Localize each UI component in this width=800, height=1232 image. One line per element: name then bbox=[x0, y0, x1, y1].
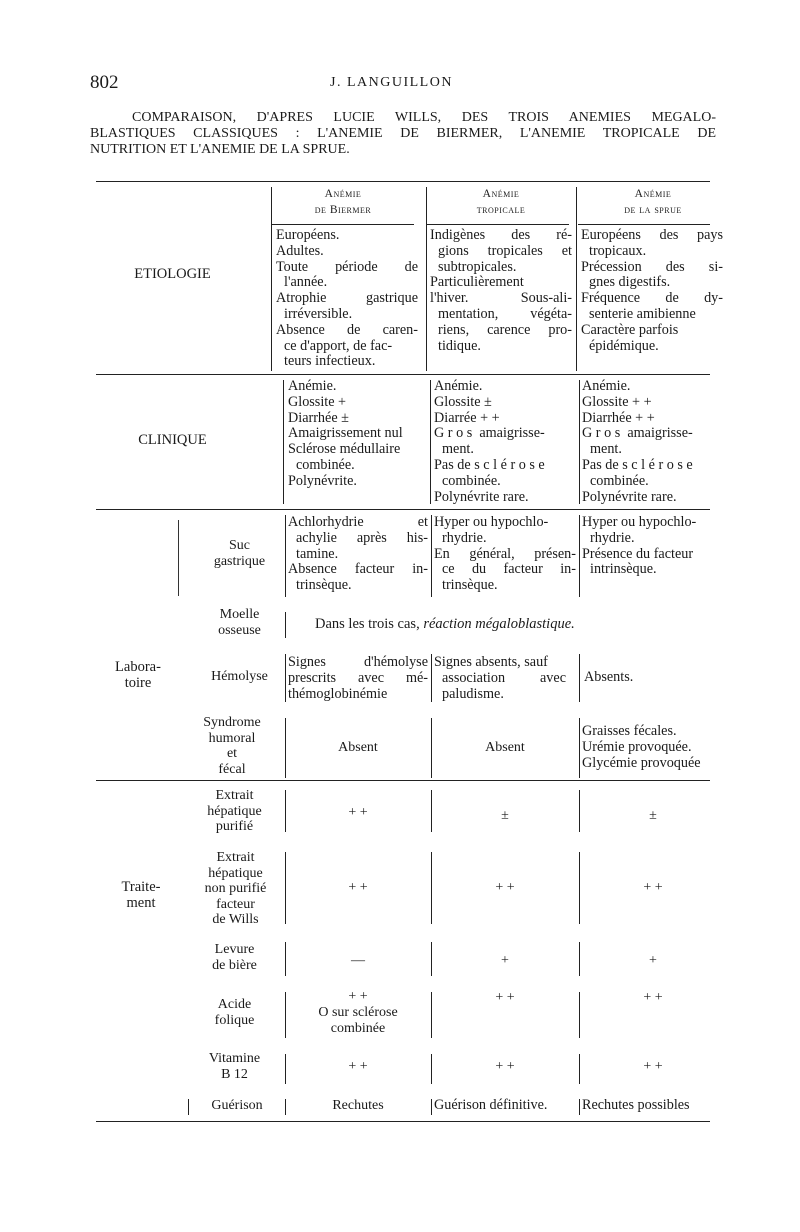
cell-line: Signes d'hémolyse bbox=[288, 654, 428, 670]
label-line: Traite- bbox=[121, 879, 161, 895]
column-header-line2: tropicale bbox=[476, 204, 526, 216]
etiologie-biermer-cell bbox=[276, 228, 418, 370]
cell-line: Polynévrite rare. bbox=[582, 488, 677, 505]
col-rule-2-trt1 bbox=[431, 790, 432, 832]
treatment-label-extrait-purifie bbox=[192, 788, 277, 835]
cell-line: O sur sclérose bbox=[318, 1005, 398, 1020]
col-rule-3-trt1 bbox=[579, 790, 580, 832]
cell-line: Européens. bbox=[276, 227, 340, 243]
col-rule-3-trt5 bbox=[579, 1054, 580, 1084]
trt3-sprue-cell: + bbox=[649, 953, 657, 968]
col-rule-3-hemolyse bbox=[579, 654, 580, 702]
cell-line: Pas de s c l é r o s e bbox=[582, 456, 693, 473]
label-line: Acide bbox=[217, 997, 252, 1012]
header-underline-3 bbox=[578, 224, 710, 225]
hemolyse-biermer-cell bbox=[288, 655, 428, 702]
label-line: non purifié bbox=[204, 881, 267, 896]
cell-line: paludisme. bbox=[442, 685, 504, 702]
trt1-sprue-cell: ± bbox=[649, 808, 657, 823]
col-rule-1-trt2 bbox=[285, 852, 286, 924]
col-rule-3-syndrome bbox=[579, 718, 580, 778]
col-rule-2-trt3 bbox=[431, 942, 432, 976]
label-line: Syndrome bbox=[203, 715, 261, 730]
syndrome-label bbox=[192, 715, 272, 777]
traitement-label bbox=[108, 880, 174, 911]
cell-line: Particulièrement bbox=[430, 274, 524, 291]
col-rule-1-trt1 bbox=[285, 790, 286, 832]
cell-line: Précession des si- bbox=[581, 258, 723, 275]
suc-biermer-cell bbox=[288, 515, 428, 594]
table-bottom-rule bbox=[96, 1121, 710, 1122]
etiologie-sprue-cell bbox=[581, 228, 723, 354]
column-header-line1: Anémie bbox=[634, 188, 672, 200]
moelle-label bbox=[192, 607, 287, 638]
clinique-bottom-rule bbox=[96, 509, 710, 510]
label-line: ment bbox=[126, 894, 156, 911]
cell-line: combinée. bbox=[296, 456, 355, 473]
cell-line: mentation, végéta- bbox=[438, 305, 572, 322]
col-rule-2-syndrome bbox=[431, 718, 432, 778]
cell-line: Caractère parfois bbox=[581, 321, 679, 338]
guerison-tropicale-cell: Guérison définitive. bbox=[434, 1097, 548, 1113]
cell-line: épidémique. bbox=[589, 337, 659, 354]
cell-line: riens, carence pro- bbox=[438, 321, 572, 338]
title-line-3: NUTRITION ET L'ANEMIE DE LA SPRUE. bbox=[90, 142, 350, 157]
etiologie-tropicale-cell bbox=[430, 228, 572, 354]
moelle-text: Dans les trois cas, bbox=[315, 616, 420, 632]
trt4-tropicale-cell: + + bbox=[495, 990, 515, 1005]
column-header-biermer bbox=[272, 186, 414, 218]
cell-line: gnes digestifs. bbox=[589, 274, 671, 291]
suc-tropicale-cell bbox=[434, 515, 576, 594]
cell-line: Fréquence de dy- bbox=[581, 290, 723, 307]
label-line: hépatique bbox=[208, 865, 263, 881]
label-line: facteur bbox=[216, 896, 255, 912]
clinique-sprue-cell bbox=[582, 379, 724, 505]
syndrome-sprue-cell bbox=[582, 724, 724, 771]
cell-line: rhydrie. bbox=[442, 529, 487, 546]
treatment-label-acide-folique bbox=[192, 997, 277, 1028]
title-line-1: COMPARAISON, D'APRES LUCIE WILLS, DES TROIS ANEMIES MEGALO- bbox=[132, 110, 716, 125]
moelle-all-cell bbox=[315, 617, 575, 633]
cell-line: Sclérose médullaire bbox=[288, 441, 401, 458]
suc-label bbox=[192, 538, 287, 569]
cell-line: Absence de caren- bbox=[276, 321, 418, 338]
col-rule-3-suc bbox=[579, 515, 580, 597]
col-rule-2-trt5 bbox=[431, 1054, 432, 1084]
cell-line: Européens des pays bbox=[581, 227, 723, 243]
label-line: de Wills bbox=[212, 912, 259, 927]
label-line: et bbox=[226, 746, 238, 761]
label-line: folique bbox=[214, 1012, 255, 1028]
trt2-tropicale-cell: + + bbox=[495, 880, 515, 895]
col-rule-1-trt3 bbox=[285, 942, 286, 976]
hemolyse-label: Hémolyse bbox=[211, 669, 268, 684]
label-line: fécal bbox=[218, 761, 246, 777]
label-line: Suc bbox=[229, 538, 250, 553]
clinique-biermer-cell bbox=[288, 379, 428, 490]
column-header-sprue bbox=[578, 186, 728, 218]
cell-line: irréversible. bbox=[284, 305, 353, 322]
trt3-biermer-cell: — bbox=[351, 953, 365, 968]
col-rule-2-clinique bbox=[430, 380, 431, 504]
column-header-line1: Anémie bbox=[324, 188, 362, 200]
col-rule-3-trt4 bbox=[579, 992, 580, 1038]
cell-line: ment. bbox=[442, 441, 474, 458]
cell-line: Adultes. bbox=[276, 242, 324, 259]
col-rule-1-trt5 bbox=[285, 1054, 286, 1084]
cell-line: Amaigrissement nul bbox=[288, 425, 403, 442]
cell-line: Indigènes des ré- bbox=[430, 227, 572, 243]
label-line: Extrait bbox=[215, 788, 254, 803]
col-rule-2-suc bbox=[431, 515, 432, 597]
cell-line: ce d'apport, de fac- bbox=[284, 337, 393, 354]
treatment-label-extrait-non-purifie bbox=[188, 850, 283, 928]
cell-line: Glossite + bbox=[288, 393, 347, 410]
cell-line: Graisses fécales. bbox=[582, 723, 677, 739]
etiologie-label: ETIOLOGIE bbox=[134, 266, 211, 282]
label-line: osseuse bbox=[218, 622, 261, 638]
cell-line: Glossite + + bbox=[582, 393, 652, 410]
moelle-italic: réaction mégaloblastique. bbox=[423, 616, 575, 632]
label-line: Vitamine bbox=[208, 1051, 261, 1066]
cell-line: tidique. bbox=[438, 337, 481, 354]
label-line: Extrait bbox=[216, 850, 255, 865]
page-number: 802 bbox=[90, 72, 119, 93]
trt5-sprue-cell: + + bbox=[643, 1059, 663, 1074]
cell-line: trinsèque. bbox=[442, 577, 498, 594]
cell-line: Polynévrite rare. bbox=[434, 488, 529, 505]
col-rule-2-trt4 bbox=[431, 992, 432, 1038]
cell-line: G r o s amaigrisse- bbox=[434, 425, 545, 442]
col-rule-0-guerison bbox=[188, 1099, 189, 1115]
trt2-sprue-cell: + + bbox=[643, 880, 663, 895]
title-line-2: BLASTIQUES CLASSIQUES : L'ANEMIE DE BIERMER, L'ANEMIE TROPICALE DE bbox=[90, 126, 716, 141]
col-rule-3-trt2 bbox=[579, 852, 580, 924]
cell-line: Urémie provoquée. bbox=[582, 738, 692, 755]
label-line: B 12 bbox=[221, 1066, 248, 1082]
cell-line: trinsèque. bbox=[296, 577, 352, 594]
column-header-line1: Anémie bbox=[482, 188, 520, 200]
col-rule-1-clinique bbox=[283, 380, 284, 504]
cell-line: thémoglobinémie bbox=[288, 685, 388, 702]
label-line: hépatique bbox=[207, 803, 262, 819]
label-line: toire bbox=[124, 674, 152, 691]
col-rule-1-syndrome bbox=[285, 718, 286, 778]
cell-line: Toute période de bbox=[276, 258, 418, 275]
column-header-line2: de Biermer bbox=[314, 204, 372, 216]
cell-line: Anémie. bbox=[288, 378, 337, 394]
cell-line: Pas de s c l é r o s e bbox=[434, 456, 545, 473]
cell-line: Anémie. bbox=[582, 378, 631, 394]
hemolyse-tropicale-cell bbox=[434, 655, 576, 702]
cell-line: intrinsèque. bbox=[590, 561, 657, 578]
label-line: Labora- bbox=[115, 659, 161, 675]
label-line: humoral bbox=[208, 730, 256, 746]
cell-line: Hyper ou hypochlo- bbox=[434, 514, 549, 530]
cell-line: Présence du facteur bbox=[582, 545, 694, 562]
label-line: de bière bbox=[212, 957, 257, 973]
col-rule-3-trt3 bbox=[579, 942, 580, 976]
cell-line: l'année. bbox=[284, 274, 328, 291]
label-line: purifié bbox=[215, 819, 254, 834]
col-rule-2-guerison bbox=[431, 1099, 432, 1115]
cell-line: achylie après his- bbox=[296, 529, 428, 546]
table-top-rule bbox=[96, 181, 710, 182]
syndrome-tropicale-cell: Absent bbox=[485, 740, 525, 755]
label-line: Moelle bbox=[219, 607, 260, 622]
guerison-biermer-cell: Rechutes bbox=[332, 1098, 384, 1113]
trt4-biermer-cell bbox=[288, 989, 428, 1037]
cell-line: ce du facteur in- bbox=[442, 561, 576, 578]
cell-line: Polynévrite. bbox=[288, 472, 357, 489]
cell-line: G r o s amaigrisse- bbox=[582, 425, 693, 442]
syndrome-biermer-cell: Absent bbox=[338, 740, 378, 755]
cell-line: Achlorhydrie et bbox=[288, 514, 428, 530]
header-underline-1 bbox=[272, 224, 414, 225]
column-header-tropicale bbox=[427, 186, 575, 218]
cell-line: Signes absents, sauf bbox=[434, 654, 548, 670]
col-rule-2-trt2 bbox=[431, 852, 432, 924]
col-rule-3-header bbox=[576, 187, 577, 371]
col-rule-3-guerison bbox=[579, 1099, 580, 1115]
trt3-tropicale-cell: + bbox=[501, 953, 509, 968]
cell-line: Absence facteur in- bbox=[288, 561, 428, 578]
suc-sprue-cell bbox=[582, 515, 724, 578]
trt1-biermer-cell: + + bbox=[348, 805, 368, 820]
cell-line: + + bbox=[348, 989, 368, 1004]
trt4-sprue-cell: + + bbox=[643, 990, 663, 1005]
laboratoire-label bbox=[108, 660, 168, 691]
cell-line: Hyper ou hypochlo- bbox=[582, 514, 697, 530]
cell-line: teurs infectieux. bbox=[284, 353, 376, 370]
cell-line: subtropicales. bbox=[438, 258, 517, 275]
cell-line: Diarrhée + + bbox=[582, 409, 655, 426]
cell-line: combinée. bbox=[590, 472, 649, 489]
cell-line: rhydrie. bbox=[590, 529, 635, 546]
running-head: J. LANGUILLON bbox=[330, 75, 453, 90]
cell-line: En général, présen- bbox=[434, 545, 576, 562]
trt5-tropicale-cell: + + bbox=[495, 1059, 515, 1074]
cell-line: combinée. bbox=[442, 472, 501, 489]
cell-line: tropicaux. bbox=[589, 242, 647, 259]
cell-line: gions tropicales et bbox=[438, 242, 572, 259]
col-rule-3-clinique bbox=[579, 380, 580, 504]
label-line: gastrique bbox=[213, 553, 266, 569]
cell-line: Diarrhée ± bbox=[288, 409, 349, 426]
clinique-tropicale-cell bbox=[434, 379, 576, 505]
cell-line: Glossite ± bbox=[434, 393, 492, 410]
cell-line: Anémie. bbox=[434, 378, 483, 394]
col-rule-2-hemolyse bbox=[431, 654, 432, 702]
trt1-tropicale-cell: ± bbox=[501, 808, 509, 823]
cell-line: Atrophie gastrique bbox=[276, 290, 418, 307]
clinique-label: CLINIQUE bbox=[138, 432, 207, 448]
cell-line: prescrits avec mé- bbox=[288, 669, 428, 686]
cell-line: senterie amibienne bbox=[589, 305, 696, 322]
trt5-biermer-cell: + + bbox=[348, 1059, 368, 1074]
col-rule-1-trt4 bbox=[285, 992, 286, 1038]
etiologie-bottom-rule bbox=[96, 374, 710, 375]
trt2-biermer-cell: + + bbox=[348, 880, 368, 895]
treatment-label-levure bbox=[192, 942, 277, 973]
cell-line: combinée bbox=[330, 1021, 386, 1036]
labo-bottom-rule bbox=[96, 780, 710, 781]
cell-line: association avec bbox=[442, 669, 566, 686]
guerison-label: Guérison bbox=[211, 1098, 263, 1113]
guerison-sprue-cell: Rechutes possibles bbox=[582, 1097, 690, 1113]
cell-line: tamine. bbox=[296, 545, 339, 562]
cell-line: Glycémie provoquée bbox=[582, 754, 701, 771]
hemolyse-sprue-cell: Absents. bbox=[584, 669, 634, 685]
treatment-label-vitamine-b12 bbox=[192, 1051, 277, 1082]
column-header-line2: de la sprue bbox=[624, 204, 682, 216]
cell-line: ment. bbox=[590, 441, 622, 458]
cell-line: Diarrée + + bbox=[434, 409, 500, 426]
brace-suc bbox=[178, 520, 183, 596]
col-rule-1-guerison bbox=[285, 1099, 286, 1115]
cell-line: l'hiver. Sous-ali- bbox=[430, 290, 572, 307]
label-line: Levure bbox=[214, 942, 255, 957]
header-underline-2 bbox=[427, 224, 569, 225]
